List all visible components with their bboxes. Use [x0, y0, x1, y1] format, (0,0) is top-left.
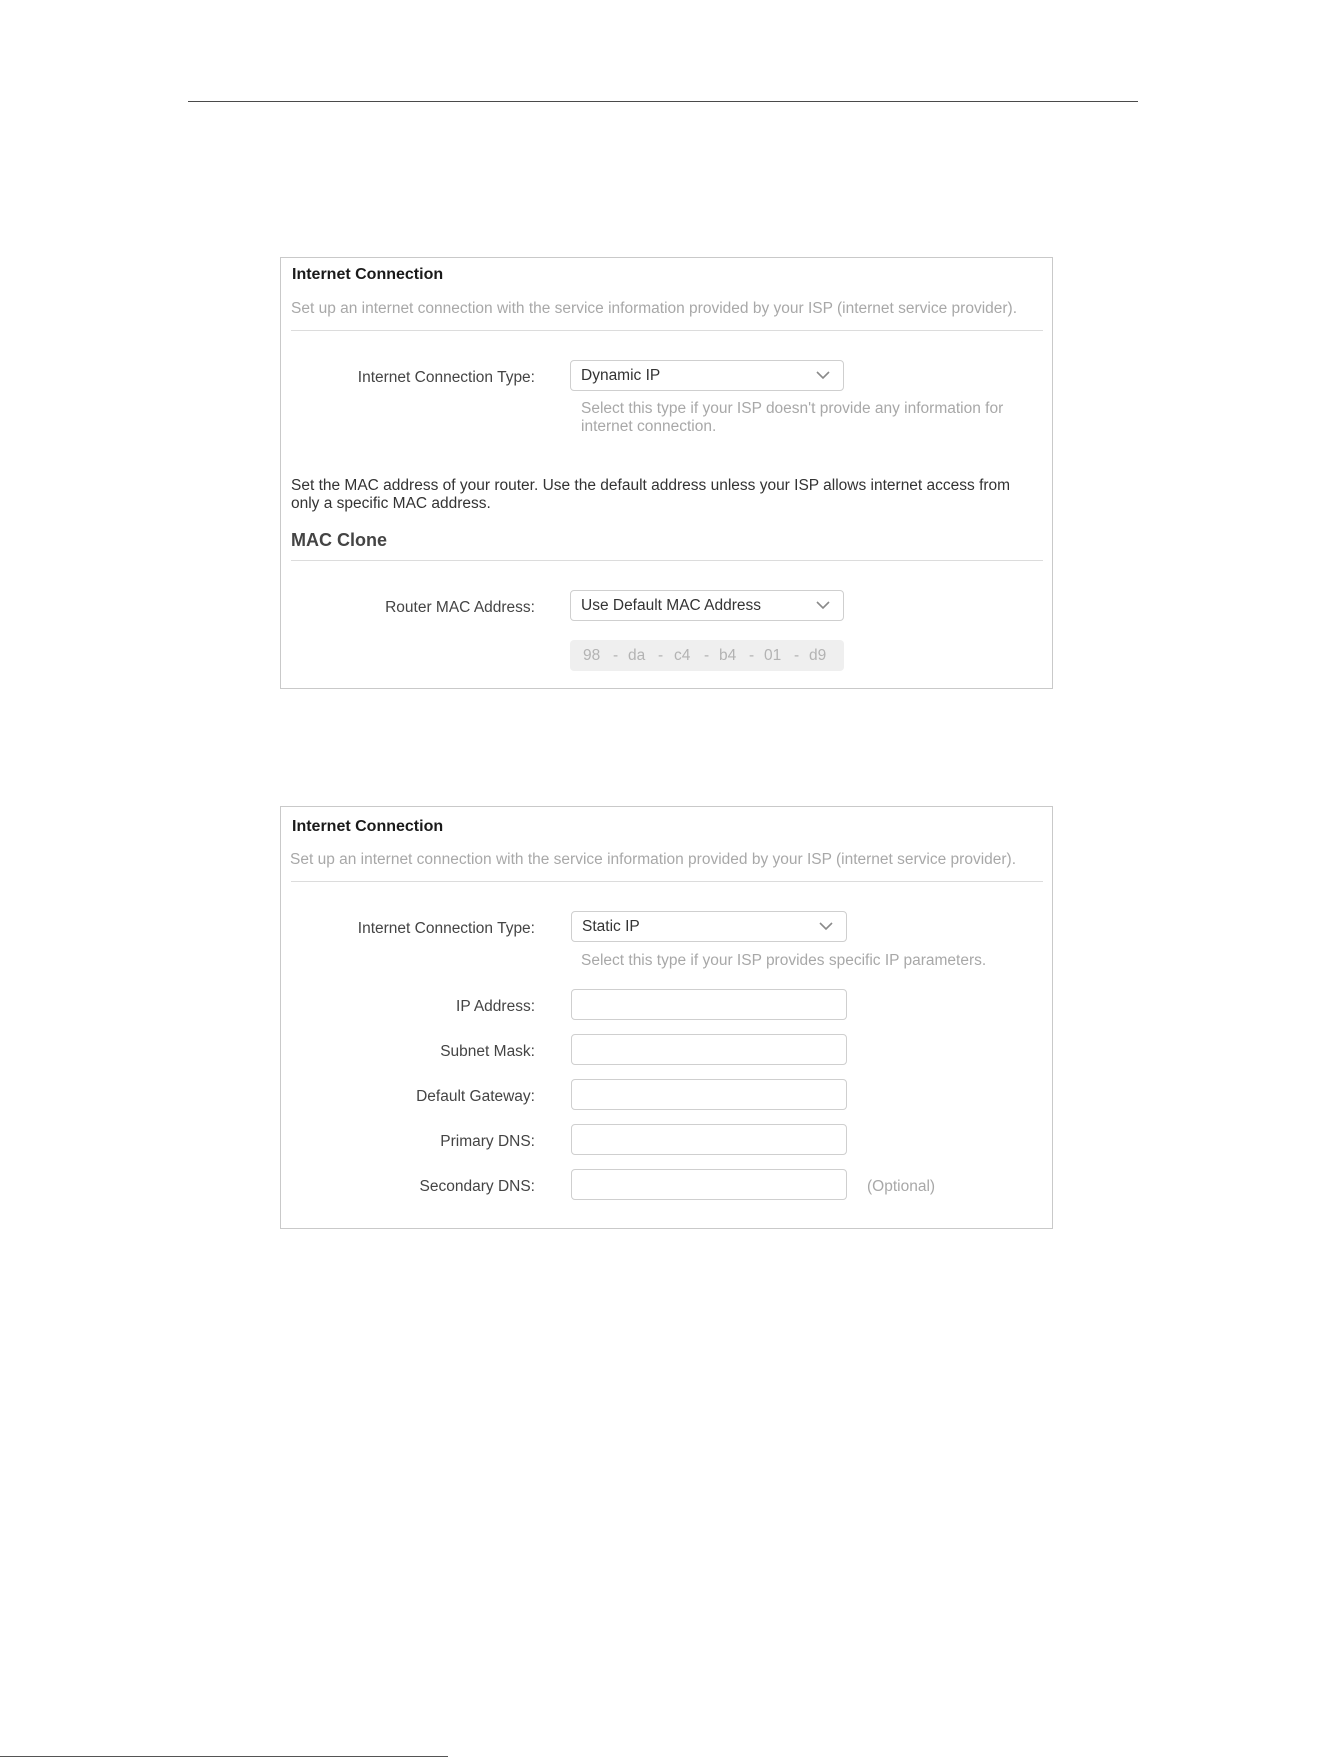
page-header-rule — [188, 101, 1138, 102]
mac-separator: - — [794, 647, 800, 664]
mac-octet: d9 — [809, 647, 827, 664]
mac-separator: - — [613, 647, 619, 664]
secondary-dns-label: Secondary DNS: — [419, 1178, 535, 1195]
panel-description: Set up an internet connection with the service information provided by your ISP (internet service provider). — [291, 300, 1018, 317]
mac-octet: da — [628, 647, 646, 664]
ip-address-label: IP Address: — [456, 998, 535, 1015]
router-mac-label: Router MAC Address: — [385, 599, 535, 616]
primary-dns-label: Primary DNS: — [440, 1133, 535, 1150]
internet-connection-panel-static — [280, 806, 1053, 1229]
panel-title: Internet Connection — [292, 266, 444, 283]
section-divider — [291, 881, 1043, 882]
default-gateway-label: Default Gateway: — [416, 1088, 535, 1105]
mac-separator: - — [749, 647, 755, 664]
mac-octet: b4 — [719, 647, 737, 664]
section-divider — [291, 560, 1043, 561]
chevron-down-icon — [815, 599, 831, 611]
router-mac-select[interactable] — [570, 590, 844, 621]
chevron-down-icon — [818, 920, 834, 932]
connection-type-select[interactable] — [570, 360, 844, 391]
mac-octet: 98 — [583, 647, 601, 664]
mac-address-note: Set the MAC address of your router. Use the default address unless your ISP allows internet access from only a specific MAC address. — [291, 477, 1011, 512]
primary-dns-input[interactable] — [571, 1124, 847, 1155]
chevron-down-icon — [815, 369, 831, 381]
default-gateway-input[interactable] — [571, 1079, 847, 1110]
connection-type-hint: Select this type if your ISP doesn't provide any information for internet connection. — [581, 400, 1004, 435]
connection-type-value: Dynamic IP — [581, 367, 661, 384]
section-divider — [291, 330, 1043, 331]
mac-clone-title: MAC Clone — [291, 530, 387, 550]
mac-address-display — [570, 640, 844, 671]
mac-separator: - — [658, 647, 664, 664]
page-footer-rule — [0, 1756, 448, 1757]
mac-octet: c4 — [674, 647, 691, 664]
mac-octet: 01 — [764, 647, 782, 664]
connection-type-label: Internet Connection Type: — [357, 369, 535, 386]
ip-address-input[interactable] — [571, 989, 847, 1020]
connection-type-select[interactable] — [571, 911, 847, 942]
secondary-dns-input[interactable] — [571, 1169, 847, 1200]
panel-title: Internet Connection — [292, 818, 444, 835]
internet-connection-panel-dynamic — [280, 257, 1053, 689]
subnet-mask-label: Subnet Mask: — [440, 1043, 535, 1060]
connection-type-value: Static IP — [582, 918, 640, 935]
connection-type-label: Internet Connection Type: — [357, 920, 535, 937]
router-mac-value: Use Default MAC Address — [581, 597, 762, 614]
subnet-mask-input[interactable] — [571, 1034, 847, 1065]
connection-type-hint: Select this type if your ISP provides specific IP parameters. — [581, 952, 987, 969]
mac-separator: - — [704, 647, 710, 664]
panel-description: Set up an internet connection with the service information provided by your ISP (internet service provider). — [290, 851, 1017, 868]
optional-note: (Optional) — [867, 1178, 936, 1195]
